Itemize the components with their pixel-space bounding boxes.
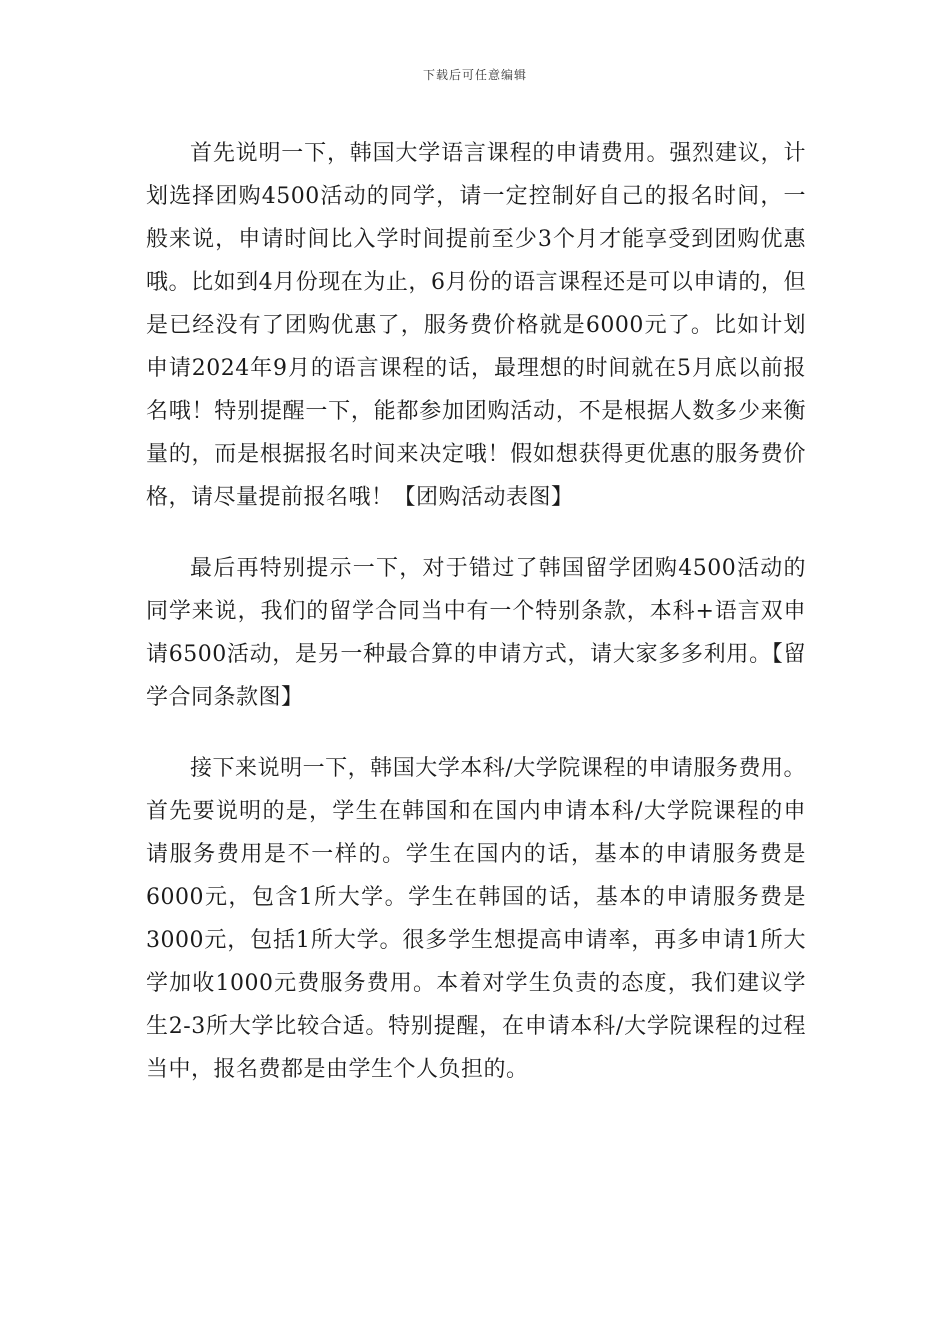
paragraph-special-clause: 最后再特别提示一下，对于错过了韩国留学团购4500活动的同学来说，我们的留学合同当中有一个特别条款，本科+语言双申请6500活动，是另一种最合算的申请方式，请大家多多利用。【留学合同条款图】	[146, 556, 806, 710]
page-header-note: 下载后可任意编辑	[422, 68, 527, 82]
document-body	[146, 132, 806, 1091]
paragraph-language-course-fees: 首先说明一下，韩国大学语言课程的申请费用。强烈建议，计划选择团购4500活动的同学，请一定控制好自己的报名时间，一般来说，申请时间比入学时间提前至少3个月才能享受到团购优惠哦。比如到4月份现在为止，6月份的语言课程还是可以申请的，但是已经没有了团购优惠了，服务费价格就是6000元了。比如计划申请2024年9月的语言课程的话，最理想的时间就在5月底以前报名哦！特别提醒一下，能都参加团购活动，不是根据人数多少来衡量的，而是根据报名时间来决定哦！假如想获得更优惠的服务费价格，请尽量提前报名哦！【团购活动表图】	[146, 141, 806, 510]
paragraph-undergraduate-fees: 接下来说明一下，韩国大学本科/大学院课程的申请服务费用。首先要说明的是，学生在韩国和在国内申请本科/大学院课程的申请服务费用是不一样的。学生在国内的话，基本的申请服务费是6000元，包含1所大学。学生在韩国的话，基本的申请服务费是3000元，包括1所大学。很多学生想提高申请率，再多申请1所大学加收1000元费服务费用。本着对学生负责的态度，我们建议学生2-3所大学比较合适。特别提醒，在申请本科/大学院课程的过程当中，报名费都是由学生个人负担的。	[146, 756, 806, 1082]
